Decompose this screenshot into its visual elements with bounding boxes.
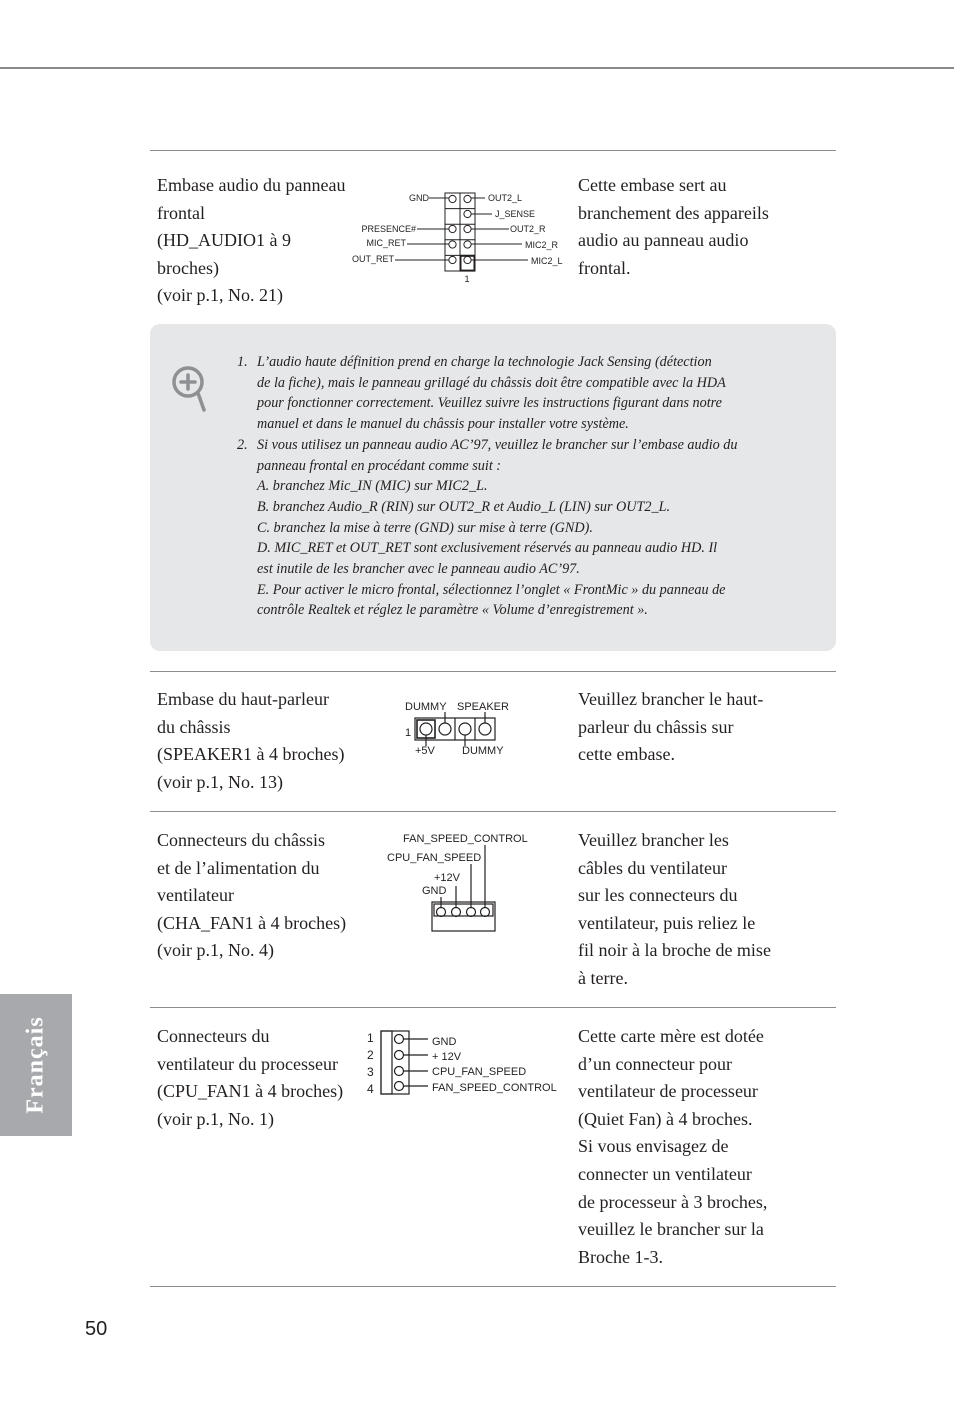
label-dummy-bottom: DUMMY [462,745,504,757]
label-fan-speed-control: FAN_SPEED_CONTROL [432,1082,557,1094]
pin-number: 4 [367,1082,374,1096]
label-j-sense: J_SENSE [495,209,536,219]
text-line: frontal [157,202,205,223]
note-line: contrôle Realtek et réglez le paramètre « Volume d’enregistrement ». [257,602,648,619]
text-line: d’un connecteur pour [578,1053,732,1074]
note-line: panneau frontal en procédant comme suit : [257,457,502,474]
note-line: C. branchez la mise à terre (GND) sur mise à terre (GND). [257,519,593,536]
text-line: (SPEAKER1 à 4 broches) [157,744,345,765]
text-line: câbles du ventilateur [578,857,727,878]
text-line: ventilateur, puis reliez le [578,912,756,933]
text-line: fil noir à la broche de mise [578,940,771,961]
label-mic2-r: MIC2_R [525,240,559,250]
label-dummy-top: DUMMY [405,701,447,713]
pin-number: 2 [367,1048,374,1062]
cpu-fan-name [157,1023,343,1133]
pin-number: 1 [367,1031,374,1045]
note-line: manuel et dans le manuel du châssis pour installer votre système. [257,416,629,433]
hd-audio-description [578,172,769,282]
text-line: ventilateur du processeur [157,1053,338,1074]
label-cpu-fan-speed: CPU_FAN_SPEED [387,852,482,864]
page-number: 50 [85,1318,108,1340]
label-cpu-fan-speed: CPU_FAN_SPEED [432,1066,527,1078]
label-presence: PRESENCE# [361,224,416,234]
text-line: parleur du châssis sur [578,716,734,737]
note-line: D. MIC_RET et OUT_RET sont exclusivement réservés au panneau audio HD. Il [257,540,718,557]
label-pin1: 1 [405,727,412,739]
section-divider [150,1007,836,1008]
note-number: 1. [237,354,248,370]
section-divider [150,1286,836,1287]
section-divider [150,150,836,151]
text-line: audio au panneau audio [578,230,749,251]
speaker-pinout-diagram [400,695,530,760]
text-line: ventilateur de processeur [578,1081,758,1102]
text-line: broches) [157,257,219,278]
note-list [237,352,797,621]
label-plus12v: + 12V [432,1051,462,1063]
pin-number: 3 [367,1065,374,1079]
hd-audio-name [157,172,345,310]
text-line: de processeur à 3 broches, [578,1191,768,1212]
label-speaker: SPEAKER [457,701,509,713]
note-number: 2. [237,436,248,453]
label-out2-r: OUT2_R [510,224,546,234]
language-label: Français [22,1016,49,1114]
top-rule [0,67,954,69]
note-line: est inutile de les brancher avec le panneau audio AC’97. [257,561,580,578]
text-line: branchement des appareils [578,202,769,223]
text-line: ventilateur [157,885,234,906]
text-line: Broche 1-3. [578,1246,663,1267]
label-mic2-l: MIC2_L [531,256,563,266]
hd-audio-pinout-diagram [345,185,575,290]
label-out2-l: OUT2_L [488,193,523,203]
section-divider [150,671,836,672]
text-line: à terre. [578,967,628,988]
text-line: sur les connecteurs du [578,885,738,906]
text-line: Cette embase sert au [578,175,727,195]
text-line: Si vous envisagez de [578,1136,729,1157]
text-line: (voir p.1, No. 1) [157,1108,274,1129]
text-line: Embase audio du panneau [157,175,346,195]
cpu-fan-pinout-diagram [360,1028,570,1100]
text-line: Embase du haut-parleur [157,689,329,709]
label-gnd: GND [432,1036,457,1048]
cha-fan-name [157,827,346,965]
text-line: Veuillez brancher le haut- [578,689,764,709]
note-line: 1. L’audio haute définition prend en charge la technologie Jack Sensing (détection [237,352,797,373]
text-line: (voir p.1, No. 21) [157,285,283,306]
text-line: du châssis [157,716,231,737]
note-line: pour fonctionner correctement. Veuillez suivre les instructions figurant dans notre [257,395,722,412]
note-line: A. branchez Mic_IN (MIC) sur MIC2_L. [257,478,488,495]
text-line: Connecteurs du [157,1026,270,1046]
text-line: (voir p.1, No. 13) [157,771,283,792]
label-out-ret: OUT_RET [351,254,394,264]
label-pin1: 1 [464,274,470,284]
label-mic-ret: MIC_RET [366,238,406,248]
label-fan-speed-control: FAN_SPEED_CONTROL [403,833,528,845]
speaker-description [578,686,763,769]
cha-fan-pinout-diagram [385,828,545,938]
text-line: et de l’alimentation du [157,857,320,878]
label-gnd: GND [422,885,447,897]
label-plus12v: +12V [434,872,460,884]
text-line: veuillez le brancher sur la [578,1219,764,1240]
text-line: connecter un ventilateur [578,1163,752,1184]
note-line: de la fiche), mais le panneau grillagé du châssis doit être compatible avec la HDA [257,374,726,391]
text-line: Connecteurs du châssis [157,830,325,850]
text-line: Cette carte mère est dotée [578,1026,764,1046]
text-line: frontal. [578,257,631,278]
section-divider [150,811,836,812]
text-line: (voir p.1, No. 4) [157,940,274,961]
note-line: B. branchez Audio_R (RIN) sur OUT2_R et Audio_L (LIN) sur OUT2_L. [257,498,671,515]
cha-fan-description [578,827,771,993]
text-line: cette embase. [578,744,675,765]
text-line: (HD_AUDIO1 à 9 [157,230,291,251]
speaker-name [157,686,344,796]
text-line: (Quiet Fan) à 4 broches. [578,1108,753,1129]
note-line: E. Pour activer le micro frontal, sélectionnez l’onglet « FrontMic » du panneau de [257,581,726,598]
text-line: Veuillez brancher les [578,830,729,850]
note-line: 2. Si vous utilisez un panneau audio AC’97, veuillez le brancher sur l’embase audio du [237,435,797,456]
label-plus5v: +5V [415,745,435,757]
cpu-fan-description [578,1023,767,1271]
language-side-tab [0,994,72,1136]
magnifier-icon [168,362,212,418]
text-line: (CHA_FAN1 à 4 broches) [157,912,347,933]
label-gnd: GND [409,193,429,203]
text-line: (CPU_FAN1 à 4 broches) [157,1081,344,1102]
